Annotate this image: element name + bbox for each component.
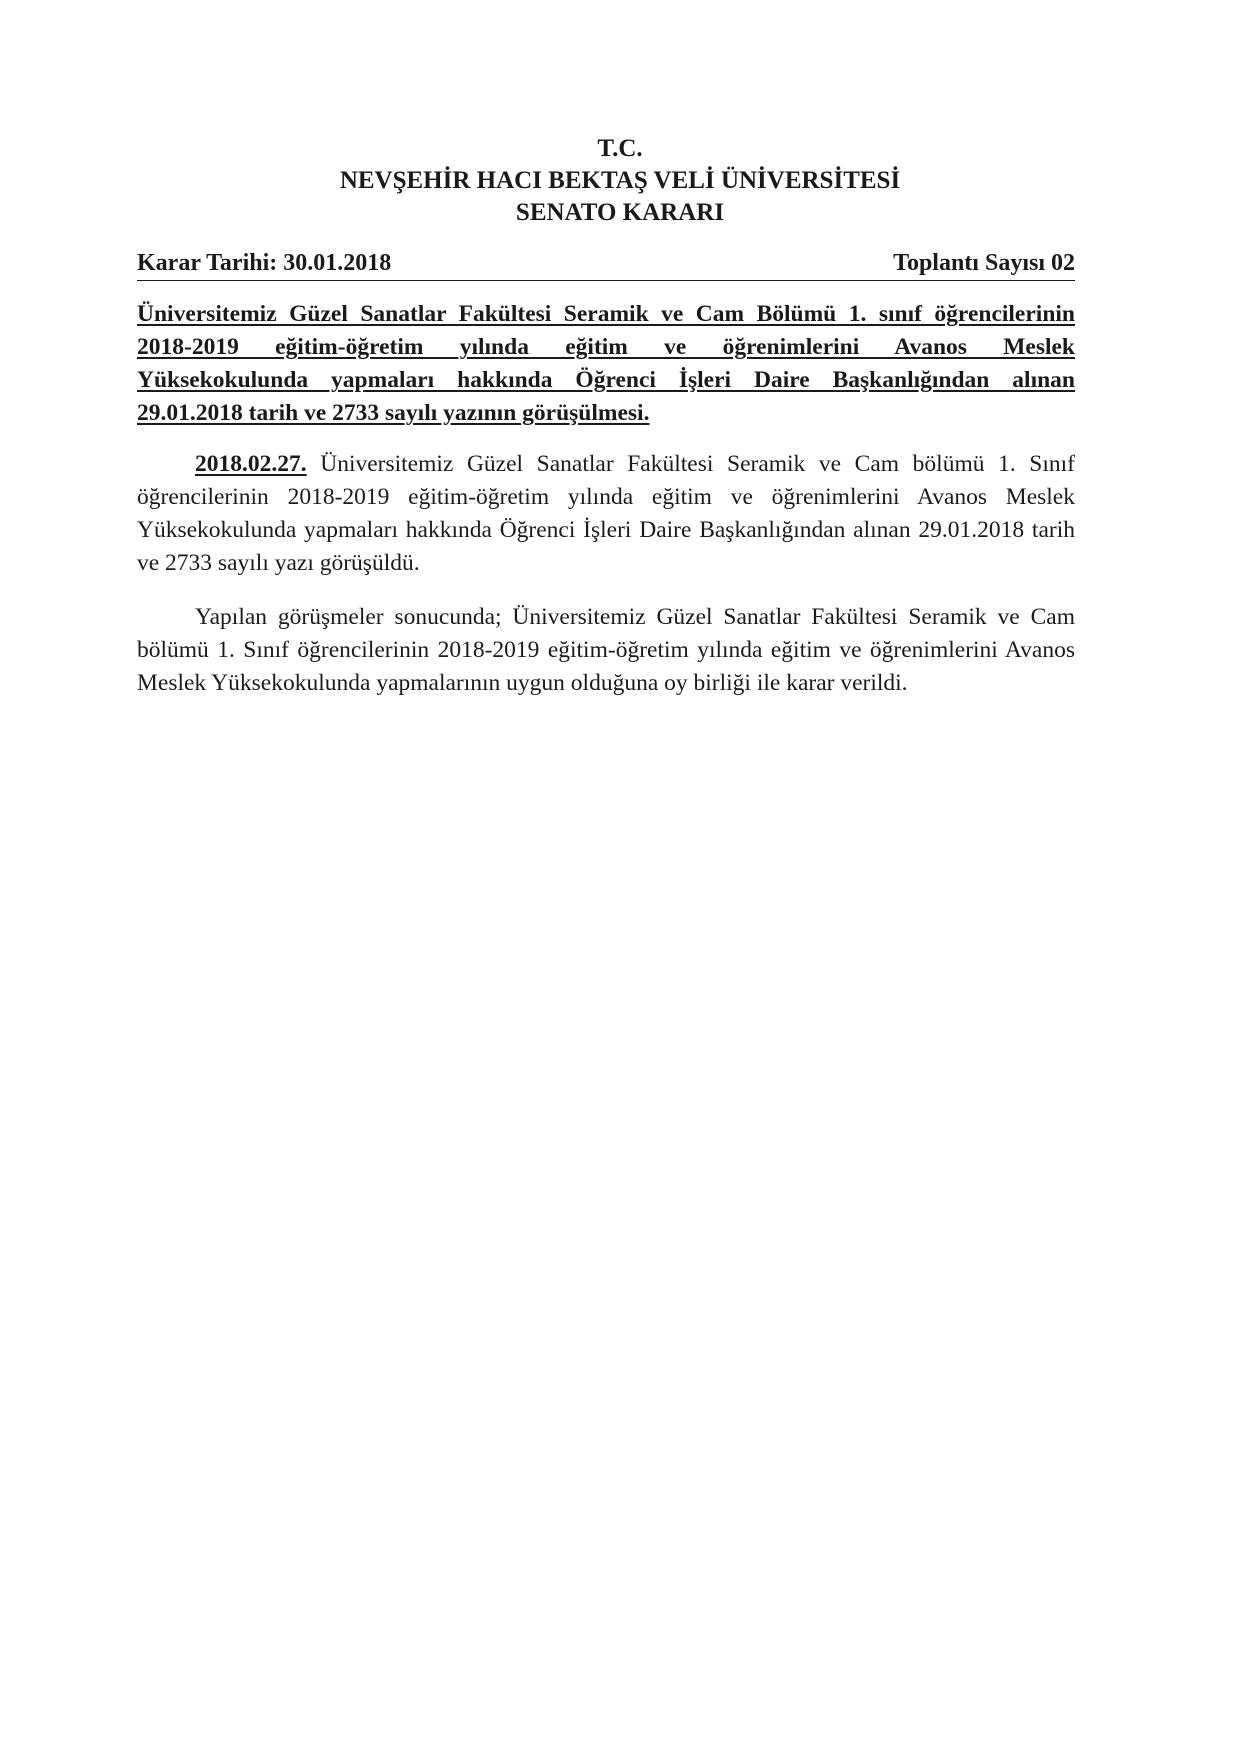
decision-subject — [137, 298, 1075, 430]
subject-line: 2018-2019 eğitim-öğretim yılında eğitim ve öğrenimlerini Avanos Meslek — [137, 334, 1075, 360]
subject-line: Üniversitemiz Güzel Sanatlar Fakültesi Seramik ve Cam Bölümü 1. sınıf öğrencilerinin — [137, 301, 1075, 327]
decision-meta-row — [137, 248, 1075, 281]
subject-line: 29.01.2018 tarih ve 2733 sayılı yazının görüşülmesi. — [137, 400, 650, 426]
header-senate-decision: SENATO KARARI — [515, 199, 725, 226]
document-header — [0, 133, 1240, 229]
paragraph-2-text: Yapılan görüşmeler sonucunda; Üniversitemiz Güzel Sanatlar Fakültesi Seramik ve Cam bölümü 1. Sınıf öğrencilerinin 2018-2019 eğitim-öğretim yılında eğitim ve öğrenimlerini Avanos Meslek Yüksekokulunda yapmalarının uygun olduğuna oy birliği ile karar verildi. — [137, 604, 1075, 696]
paragraph-1-text: Üniversitemiz Güzel Sanatlar Fakültesi Seramik ve Cam bölümü 1. Sınıf öğrencilerinin 2018-2019 eğitim-öğretim yılında eğitim ve öğrenimlerini Avanos Meslek Yüksekokulunda yapmaları hakkında Öğrenci İşleri Daire Başkanlığından alınan 29.01.2018 tarih ve 2733 sayılı yazı görüşüldü. — [137, 451, 1075, 576]
decision-paragraph-2 — [137, 601, 1075, 700]
header-university-name: NEVŞEHİR HACI BEKTAŞ VELİ ÜNİVERSİTESİ — [339, 167, 901, 194]
decision-number: 2018.02.27. — [195, 451, 307, 477]
meeting-number: Toplantı Sayısı 02 — [893, 250, 1075, 276]
subject-line: Yüksekokulunda yapmaları hakkında Öğrenci İşleri Daire Başkanlığından alınan — [137, 367, 1075, 393]
decision-date: Karar Tarihi: 30.01.2018 — [137, 250, 392, 276]
header-tc: T.C. — [597, 135, 643, 162]
decision-paragraph-1 — [137, 448, 1075, 580]
